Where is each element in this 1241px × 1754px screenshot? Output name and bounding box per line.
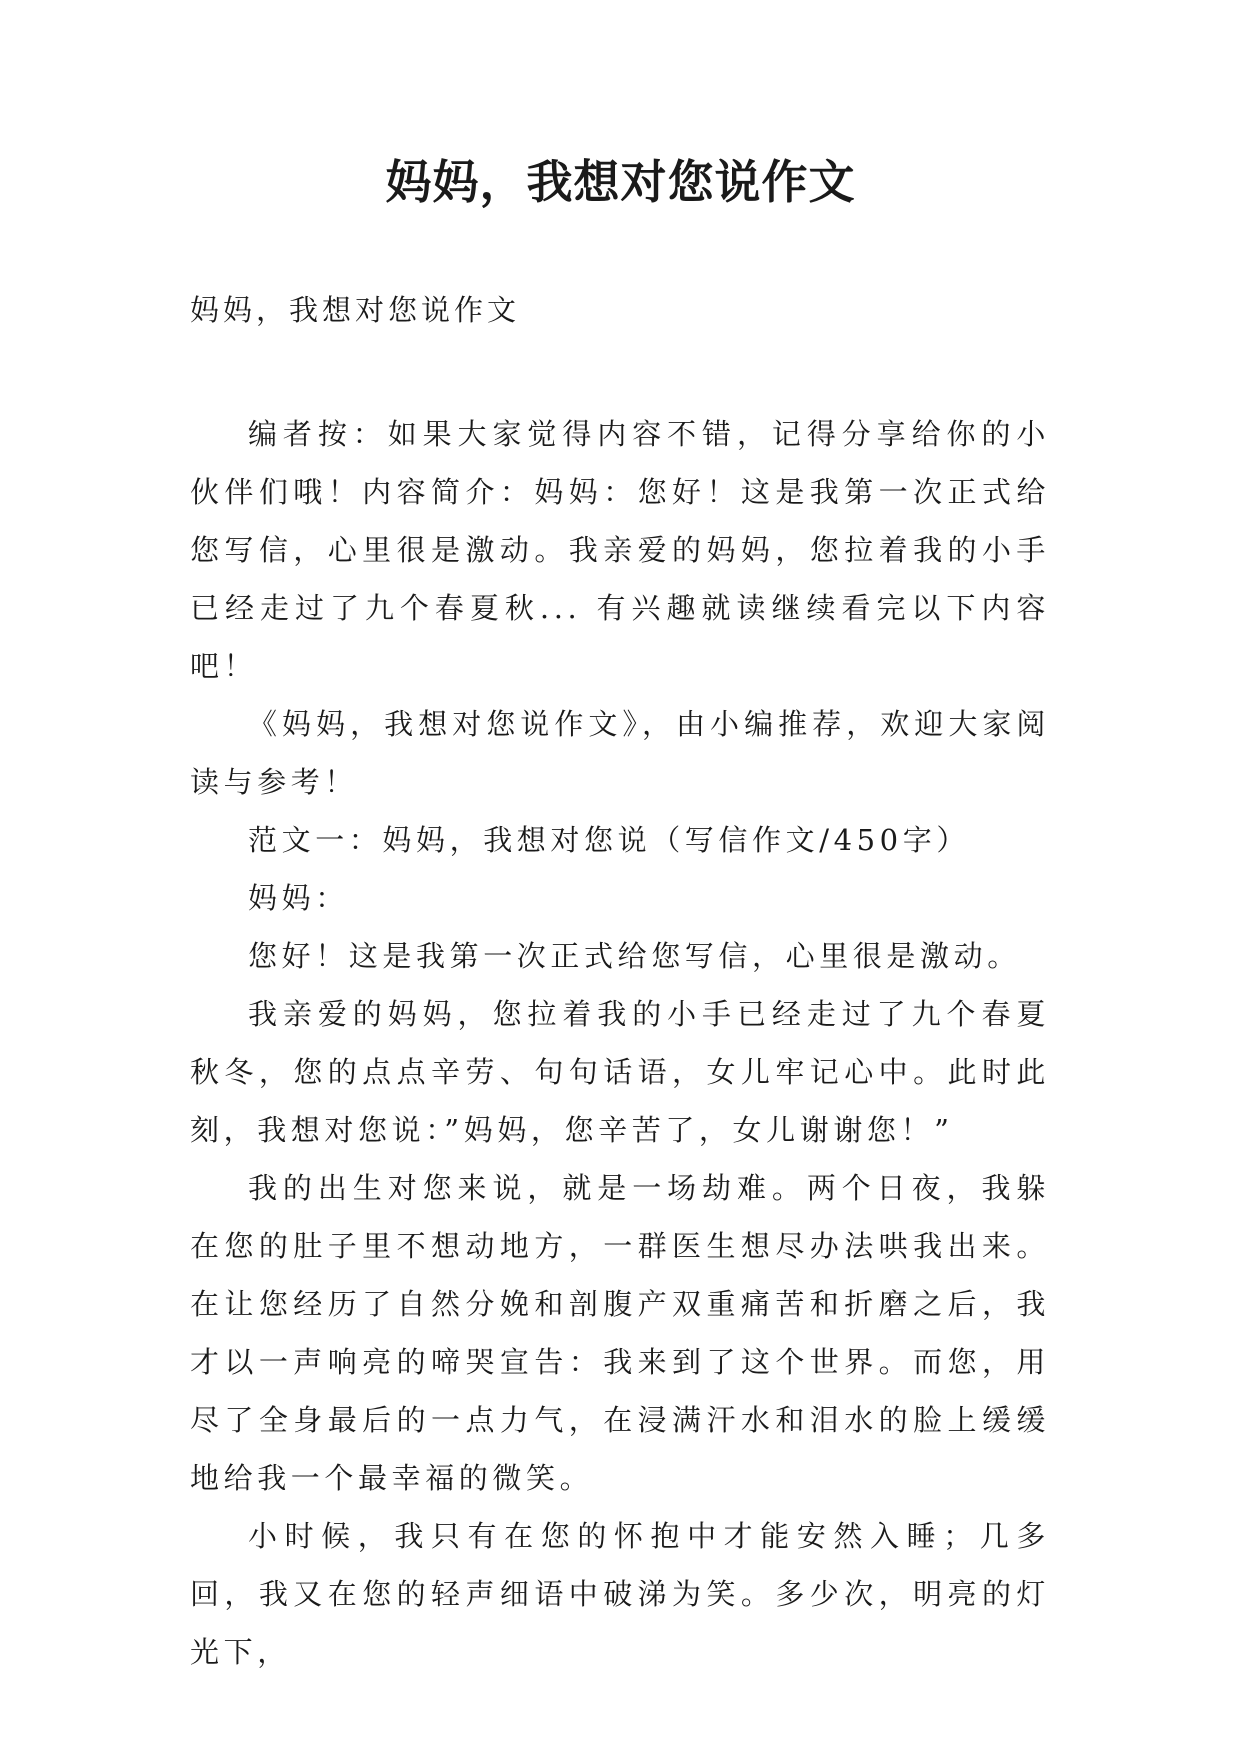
- paragraph-greeting: 您好！这是我第一次正式给您写信，心里很是激动。: [248, 939, 1021, 973]
- document-body: [190, 405, 1050, 1681]
- document-title: 妈妈，我想对您说作文: [385, 155, 856, 209]
- document-subtitle: 妈妈，我想对您说作文: [190, 293, 521, 327]
- paragraph-sample-heading: 范文一：妈妈，我想对您说（写信作文/450字）: [248, 823, 970, 857]
- paragraph-gratitude: 我亲爱的妈妈，您拉着我的小手已经走过了九个春夏秋冬，您的点点辛劳、句句话语，女儿牢记心中。此时此刻，我想对您说：”妈妈，您辛苦了，女儿谢谢您！”: [190, 997, 1050, 1147]
- paragraph-editor-note: 编者按：如果大家觉得内容不错，记得分享给你的小伙伴们哦！内容简介：妈妈：您好！这是我第一次正式给您写信，心里很是激动。我亲爱的妈妈，您拉着我的小手已经走过了九个春夏秋... 有兴趣就读继续看完以下内容吧！: [190, 417, 1050, 683]
- paragraph-birth: 我的出生对您来说，就是一场劫难。两个日夜，我躲在您的肚子里不想动地方，一群医生想尽办法哄我出来。在让您经历了自然分娩和剖腹产双重痛苦和折磨之后，我才以一声响亮的啼哭宣告：我来到了这个世界。而您，用尽了全身最后的一点力气，在浸满汗水和泪水的脸上缓缓地给我一个最幸福的微笑。: [190, 1171, 1050, 1495]
- paragraph-recommendation: 《妈妈，我想对您说作文》，由小编推荐，欢迎大家阅读与参考！: [190, 707, 1050, 799]
- paragraph-childhood: 小时候，我只有在您的怀抱中才能安然入睡；几多回，我又在您的轻声细语中破涕为笑。多少次，明亮的灯光下，: [190, 1519, 1050, 1669]
- paragraph-salutation: 妈妈：: [248, 881, 349, 915]
